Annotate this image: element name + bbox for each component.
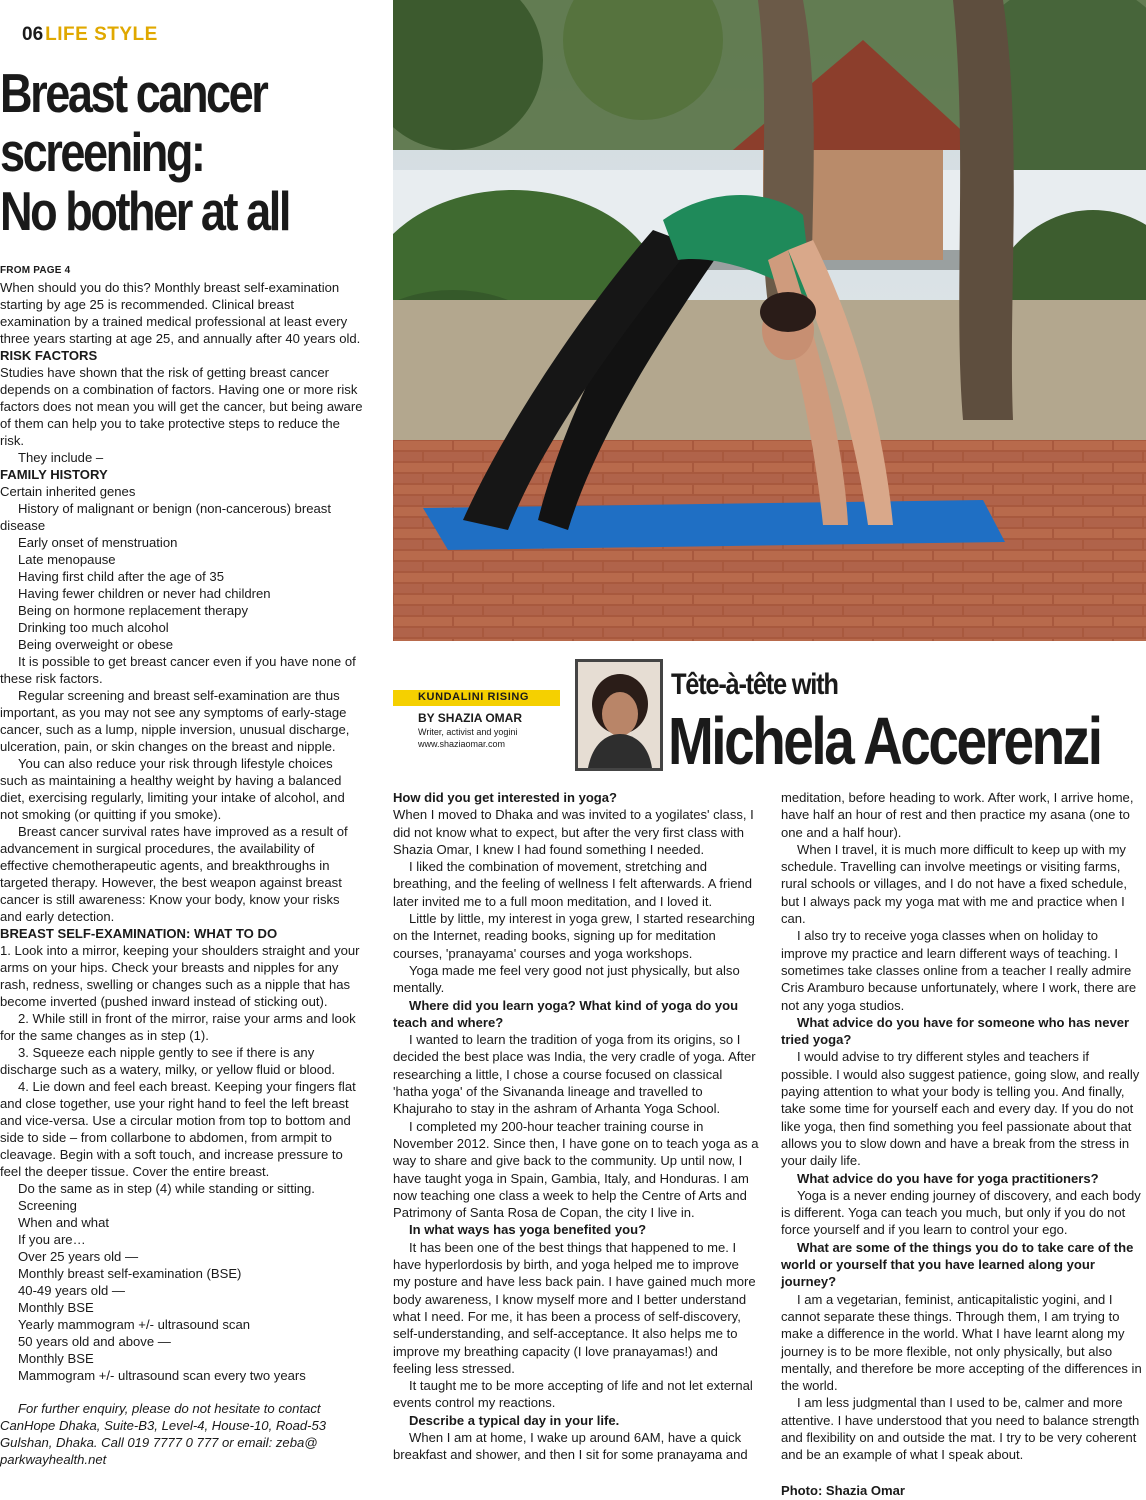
interview-question: Where did you learn yoga? What kind of yoga do you teach and where? [393, 997, 739, 1030]
list-item: When and what [18, 1215, 109, 1230]
from-page-kicker: FROM PAGE 4 [0, 265, 71, 276]
paragraph: It is possible to get breast cancer even if you have none of these risk factors. [0, 654, 356, 686]
author-byline: BY SHAZIA OMAR [418, 711, 523, 725]
paragraph: They include – [18, 450, 104, 465]
list-item: Being overweight or obese [18, 637, 174, 652]
paragraph: I also try to receive yoga classes when on holiday to improve my practice and learn different ways of teaching. I sometimes take classes online from a teacher I really admire Cris Aramburo because unfortunately, where I work, there are not any yoga studios. [781, 928, 1137, 1013]
paragraph: When I travel, it is much more difficult to keep up with my schedule. Travelling can involve meetings or visiting farms, rural schools or villages, and I do not have a fixed schedule, but I always pack my yoga mat with me and practice when I can. [781, 841, 1127, 927]
list-item: If you are… [18, 1232, 86, 1247]
yoga-photo-illustration [393, 0, 1146, 641]
paragraph: Yoga is a never ending journey of discovery, and each body is different. Yoga can teach you much, but only if you do not force yourself and if you learn to control your ego. [781, 1187, 1141, 1238]
headline [0, 64, 312, 241]
headline-line: Breast cancer [0, 62, 267, 124]
paragraph: I completed my 200-hour teacher training course in November 2012. Since then, I have gone on to teach yoga as a way to share and give back to the community. Up until now, I have taught yoga in Spain, Gambia, Italy, and Honduras. I am now teaching one class a week to help the Centre of Arts and Patrimony of Santa Rosa de Copan, the city I live in. [393, 1118, 759, 1221]
interview-title-prefix: Tête-à-tête with [671, 668, 838, 701]
yoga-photo [393, 0, 1146, 641]
list-item: Late menopause [18, 552, 116, 567]
contact-line: For further enquiry, please do not hesitate to contact [18, 1401, 321, 1416]
list-item: Early onset of menstruation [18, 535, 178, 550]
paragraph: You can also reduce your risk through lifestyle choices such as maintaining a healthy weight by having a balanced diet, exercising regularly, limiting your intake of alcohol, and not smoking (or quitting if you smoke). [0, 756, 345, 822]
contact-line: CanHope Dhaka, Suite-B3, Level-4, House-10, Road-53 [0, 1418, 327, 1433]
section-subhead: RISK FACTORS [0, 348, 98, 363]
paragraph: It taught me to be more accepting of life and not let external events control my reactions. [393, 1378, 753, 1411]
list-item: Drinking too much alcohol [18, 620, 169, 635]
interview-question: In what ways has yoga benefited you? [409, 1222, 647, 1238]
contact-line: parkwayhealth.net [0, 1452, 107, 1467]
list-item: Monthly BSE [18, 1351, 94, 1366]
interview-kicker: KUNDALINI RISING [418, 691, 530, 703]
paragraph: 3. Squeeze each nipple gently to see if there is any discharge such as a watery, milky, or yellow fluid or blood. [0, 1045, 336, 1077]
section-subhead: BREAST SELF-EXAMINATION: WHAT TO DO [0, 926, 278, 941]
list-item: Being on hormone replacement therapy [18, 603, 249, 618]
list-item: Having first child after the age of 35 [18, 569, 224, 584]
paragraph: It has been one of the best things that happened to me. I have hyperlordosis by birth, and yoga helped me to improve my posture and have less back pain. I have gained much more body awareness, I know myself more and I better understand what I need. For me, it has been a process of self-discovery, self-understanding, and self-acceptance. It also helps me to improve my breathing capacity (I love pranayamas!) and feeling less stressed. [393, 1239, 756, 1376]
list-item: Screening [18, 1198, 77, 1213]
page-header [22, 24, 158, 46]
list-item: Having fewer children or never had children [18, 586, 271, 601]
interview-question: What advice do you have for yoga practitioners? [797, 1170, 1099, 1186]
contact-line: Gulshan, Dhaka. Call 019 7777 0 777 or email: zeba@ [0, 1435, 318, 1450]
author-website: www.shaziaomar.com [418, 739, 506, 749]
paragraph: When should you do this? Monthly breast self-examination starting by age 25 is recommended. Clinical breast examination by a trained medical professional at least every three years starting at age 25, and annually after 40 years old. [0, 280, 361, 346]
paragraph: I am a vegetarian, feminist, anticapitalistic yogini, and I cannot separate these things. Through them, I am trying to make a difference in the world. What I have learnt along my journey is to be more flexible, not only physically, but also mentally, and therefore be more accepting of the differences in the world. [781, 1291, 1142, 1394]
interview-question: What advice do you have for someone who has never tried yoga? [781, 1014, 1130, 1048]
article-body [0, 279, 363, 1384]
paragraph: meditation, before heading to work. After work, I arrive home, have half an hour of rest and then practice my asana (one to one and a half hour). [781, 790, 1134, 840]
interview-question: What are some of the things you do to take care of the world or yourself that you have learned along your journey? [781, 1239, 1134, 1290]
list-item: Monthly breast self-examination (BSE) [18, 1266, 242, 1281]
paragraph: I wanted to learn the tradition of yoga from its origins, so I decided the best place was India, the very cradle of yoga. After researching a little, I chose a course focused on classical 'hatha yoga' of the Sivananda lineage and travelled to Khajuraho to stay in the ashram of Arhanta Yoga School. [393, 1032, 756, 1117]
author-portrait [575, 659, 663, 771]
headline-line: screening: [0, 121, 204, 183]
interview-question: How did you get interested in yoga? [393, 790, 617, 805]
list-item: Mammogram +/- ultrasound scan every two years [18, 1368, 306, 1383]
list-item: 50 years old and above — [18, 1334, 171, 1349]
paragraph: 1. Look into a mirror, keeping your shoulders straight and your arms on your hips. Check your breasts and nipples for any rash, redness, swelling or changes such as a nipple that has become inverted (pushed inward instead of sticking out). [0, 943, 360, 1009]
section-subhead: FAMILY HISTORY [0, 467, 108, 482]
paragraph: History of malignant or benign (non-cancerous) breast disease [0, 501, 331, 533]
paragraph: When I moved to Dhaka and was invited to a yogilates' class, I did not know what to expect, but after the very first class with Shazia Omar, I knew I had found something I needed. [393, 807, 754, 857]
paragraph: I am less judgmental than I used to be, calmer and more attentive. I have understood that you need to balance strength and flexibility on and outside the mat. I try to be very coherent and be an example of what I speak about. [781, 1395, 1140, 1463]
paragraph: Yoga made me feel very good not just physically, but also mentally. [393, 962, 740, 996]
section-label: LIFE STYLE [45, 24, 158, 45]
author-role: Writer, activist and yogini [418, 727, 518, 737]
list-item: Yearly mammogram +/- ultrasound scan [18, 1317, 251, 1332]
paragraph: Regular screening and breast self-examination are thus important, as you may not see any symptoms of early-stage cancer, such as a lump, nipple inversion, unusual discharge, ulceration, pain, or skin changes on the breast and nipple. [0, 688, 350, 754]
paragraph: I liked the combination of movement, stretching and breathing, and the feeling of wellness I felt afterwards. A friend later invited me to a full moon meditation, and I loved it. [393, 859, 753, 909]
interview-question: Describe a typical day in your life. [409, 1412, 620, 1428]
paragraph: I would advise to try different styles and teachers if possible. I would also suggest patience, going slow, and really paying attention to what your body is telling you. And finally, take some time for yourself each and every day. If you do not like yoga, then find something you feel passionate about that allows you to slow down and have a break from the stress in your daily life. [781, 1049, 1140, 1169]
paragraph: Breast cancer survival rates have improved as a result of advancement in surgical procedures, the availability of effective chemotherapeutic agents, and breakthroughs in targeted therapy. However, the best weapon against breast cancer is still awareness: Know your body, know your risks and early detection. [0, 824, 348, 924]
breast-cancer-article [0, 262, 363, 1468]
paragraph: When I am at home, I wake up around 6AM, have a quick breakfast and shower, and then I sit for some pranayama and [393, 1429, 748, 1463]
list-item: Over 25 years old — [18, 1249, 139, 1264]
paragraph: Studies have shown that the risk of getting breast cancer depends on a combination of factors. Having one or more risk factors does not mean you will get the cancer, but being aware of them can help you to take protective steps to reduce the risk. [0, 365, 363, 448]
paragraph: 4. Lie down and feel each breast. Keeping your fingers flat and close together, use your right hand to feel the left breast and vice-versa. Use a circular motion from top to bottom and side to side – from collarbone to abdomen, from armpit to cleavage. Begin with a soft touch, and increase pressure to feel the deeper tissue. Cover the entire breast. [0, 1079, 356, 1179]
paragraph: 2. While still in front of the mirror, raise your arms and look for the same changes as in step (1). [0, 1011, 356, 1043]
list-item: Do the same as in step (4) while standing or sitting. [18, 1181, 315, 1196]
paragraph: Certain inherited genes [0, 484, 136, 499]
headline-line: No bother at all [0, 180, 289, 242]
page-number: 06 [22, 24, 44, 45]
photo-credit: Photo: Shazia Omar [781, 1482, 905, 1498]
interview-title-name: Michela Accerenzi [668, 704, 1101, 779]
list-item: Monthly BSE [18, 1300, 94, 1315]
list-item: 40-49 years old — [18, 1283, 125, 1298]
interview-column-1 [393, 789, 759, 1464]
contact-info [0, 1400, 363, 1468]
paragraph: Little by little, my interest in yoga grew, I started researching on the Internet, reading books, signing up for meditation courses, 'pranayama' courses and yoga workshops. [393, 911, 755, 961]
interview-column-2 [781, 789, 1144, 1499]
